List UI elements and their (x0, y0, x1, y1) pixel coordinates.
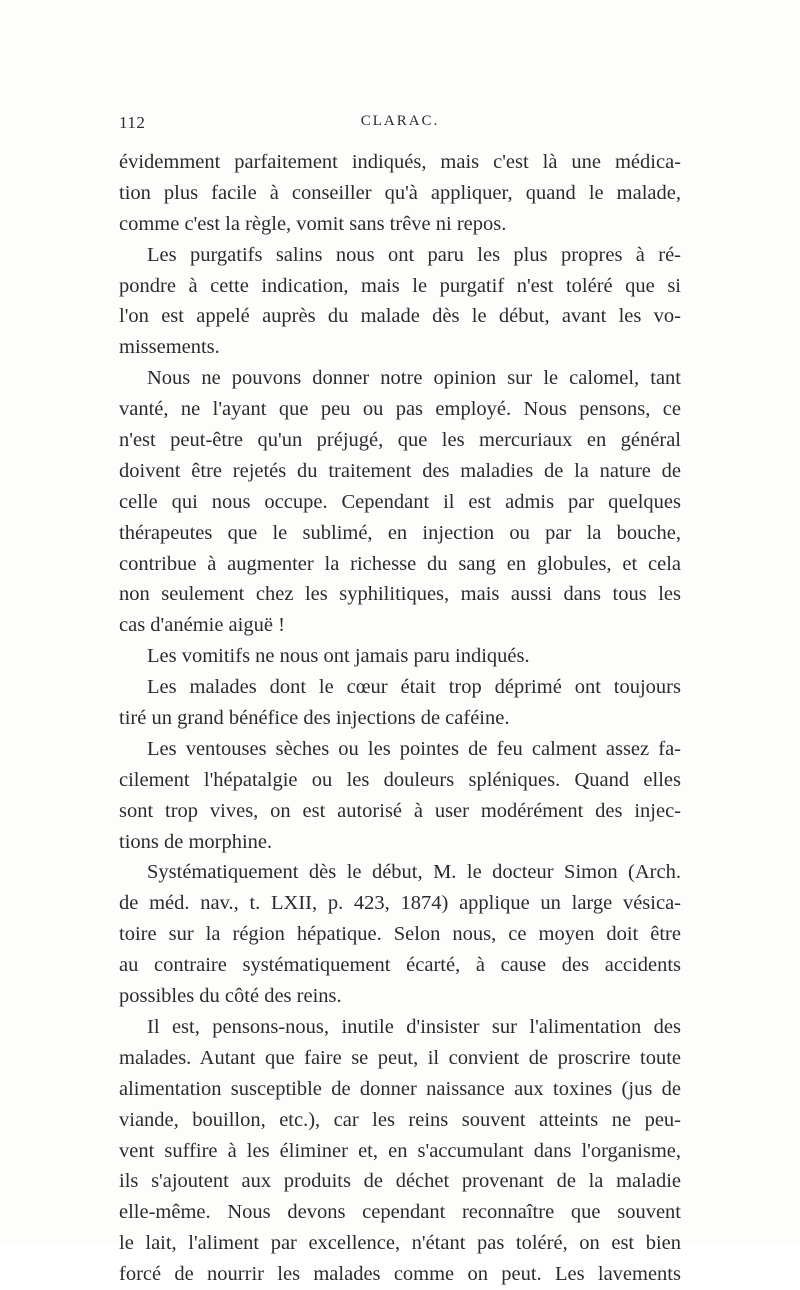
text-line: cilement l'hépatalgie ou les douleurs spléniques. Quand elles (119, 768, 681, 791)
text-line: elle-même. Nous devons cependant reconnaître que souvent (119, 1201, 681, 1224)
running-head: CLARAC. (360, 113, 440, 129)
text-line: thérapeutes que le sublimé, en injection ou par la bouche, (119, 521, 681, 544)
text-line: vanté, ne l'ayant que peu ou pas employé. Nous pensons, ce (119, 398, 681, 421)
text-line: le lait, l'aliment par excellence, n'étant pas toléré, on est bien (119, 1232, 681, 1255)
text-line: tiré un grand bénéfice des injections de caféine. (119, 707, 510, 730)
body-text (119, 147, 681, 1290)
page-number: 112 (119, 113, 146, 132)
text-line: missements. (119, 336, 220, 359)
text-line: pondre à cette indication, mais le purgatif n'est toléré que si (119, 274, 681, 297)
text-line: évidemment parfaitement indiqués, mais c'est là une médica- (119, 151, 681, 173)
text-line: tions de morphine. (119, 830, 273, 853)
text-line: cas d'anémie aiguë ! (119, 614, 285, 637)
page-header (119, 113, 681, 143)
text-line: celle qui nous occupe. Cependant il est admis par quelques (119, 490, 681, 513)
text-line: de méd. nav., t. LXII, p. 423, 1874) applique un large vésica- (119, 892, 681, 915)
text-line: doivent être rejetés du traitement des maladies de la nature de (119, 459, 681, 482)
text-line: Les purgatifs salins nous ont paru les plus propres à ré- (147, 243, 681, 266)
text-line: sont trop vives, on est autorisé à user modérément des injec- (119, 799, 681, 822)
text-line: comme c'est la règle, vomit sans trêve ni repos. (119, 212, 507, 235)
text-line: n'est peut-être qu'un préjugé, que les mercuriaux en général (119, 429, 681, 452)
text-line: Nous ne pouvons donner notre opinion sur le calomel, tant (147, 367, 681, 390)
text-line: toire sur la région hépatique. Selon nous, ce moyen doit être (119, 923, 681, 946)
text-line: non seulement chez les syphilitiques, mais aussi dans tous les (119, 583, 681, 606)
text-line: alimentation susceptible de donner naissance aux toxines (jus de (119, 1077, 681, 1100)
text-line: malades. Autant que faire se peut, il convient de proscrire toute (119, 1046, 681, 1069)
text-line: Il est, pensons-nous, inutile d'insister sur l'alimentation des (147, 1015, 681, 1038)
text-line: viande, bouillon, etc.), car les reins souvent atteints ne peu- (119, 1108, 681, 1131)
text-line: vent suffire à les éliminer et, en s'accumulant dans l'organisme, (119, 1139, 681, 1162)
text-line: Les malades dont le cœur était trop déprimé ont toujours (147, 676, 681, 699)
text-line: possibles du côté des reins. (119, 985, 342, 1008)
text-line: Les vomitifs ne nous ont jamais paru indiqués. (147, 645, 530, 668)
text-line: Systématiquement dès le début, M. le docteur Simon (Arch. (147, 861, 681, 884)
text-line: forcé de nourrir les malades comme on peut. Les lavements (119, 1263, 681, 1286)
text-line: au contraire systématiquement écarté, à cause des accidents (119, 954, 681, 977)
text-line: Les ventouses sèches ou les pointes de feu calment assez fa- (147, 737, 681, 760)
text-line: contribue à augmenter la richesse du sang en globules, et cela (119, 552, 681, 575)
text-line: l'on est appelé auprès du malade dès le début, avant les vo- (119, 305, 681, 328)
text-line: ils s'ajoutent aux produits de déchet provenant de la maladie (119, 1170, 681, 1193)
text-line: tion plus facile à conseiller qu'à appliquer, quand le malade, (119, 181, 681, 204)
